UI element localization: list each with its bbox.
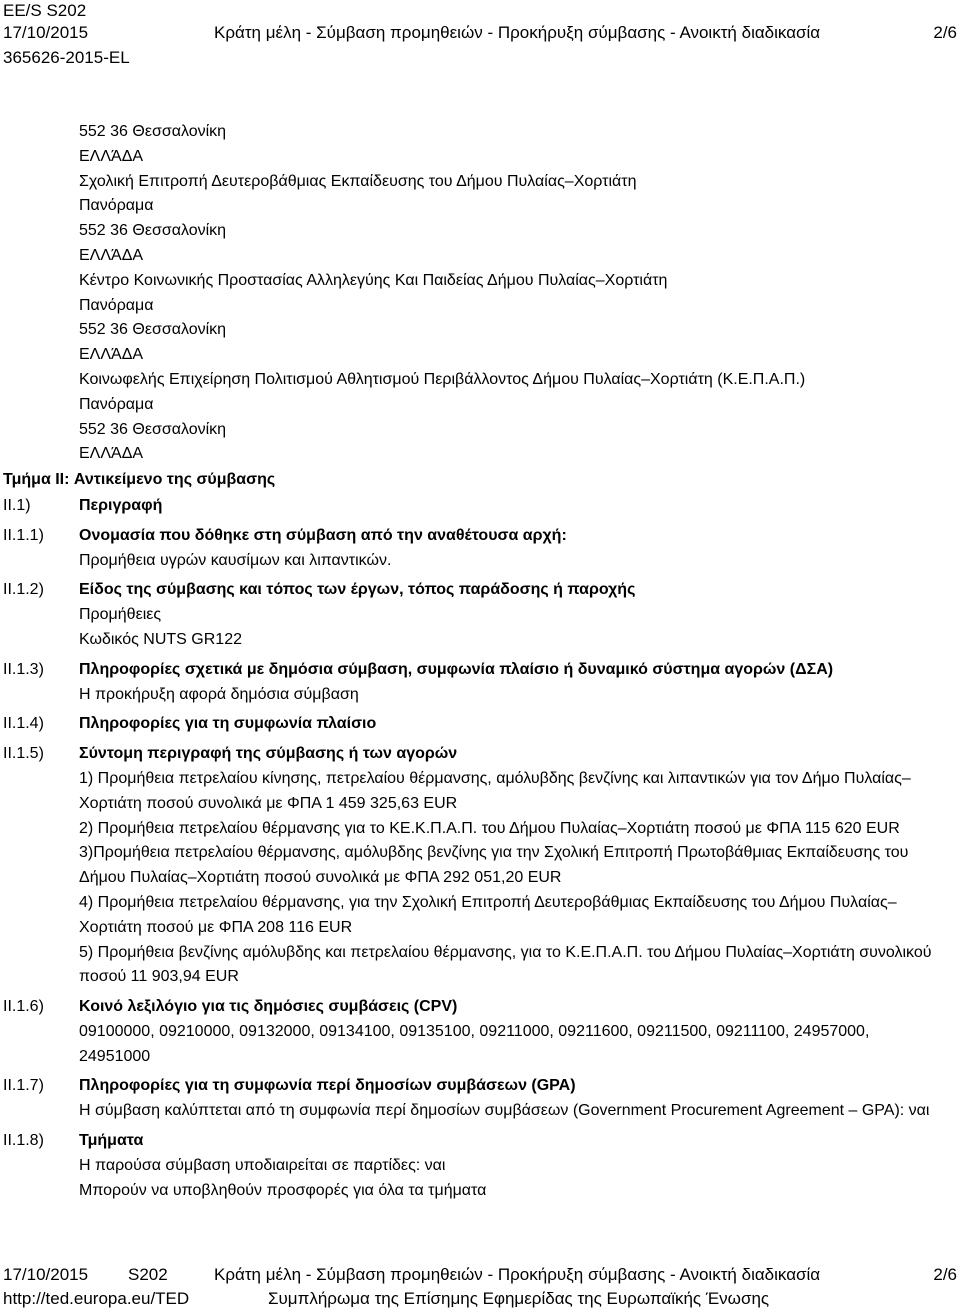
address-line: Πανόραμα <box>79 296 154 314</box>
section-body <box>79 1129 960 1203</box>
section <box>0 1074 960 1124</box>
section-body <box>79 494 960 519</box>
section-text: Προμήθεια υγρών καυσίμων και λιπαντικών. <box>79 551 392 569</box>
section-heading: Πληροφορίες για τη συμφωνία περί δημοσίων συμβάσεων (GPA) <box>79 1077 576 1095</box>
document-body <box>0 120 960 1203</box>
section-text: 09100000, 09210000, 09132000, 09134100, 09135100, 09211000, 09211600, 09211500, 09211100, 24957000, 24951000 <box>79 1022 870 1065</box>
section <box>0 742 960 990</box>
section-heading: Τμήματα <box>79 1132 144 1150</box>
address-line: 552 36 Θεσσαλονίκη <box>79 420 227 438</box>
section-text: 3)Προμήθεια πετρελαίου θέρμανσης, αμόλυβδης βενζίνης για την Σχολική Επιτροπή Πρωτοβάθμιας Εκπαίδευσης του Δήμου Πυλαίας–Χορτιάτη ποσού συνολικά με ΦΠΑ 292 051,20 EUR <box>79 844 909 887</box>
header-page-number: 2/6 <box>933 23 957 42</box>
address-line: 552 36 Θεσσαλονίκη <box>79 222 227 240</box>
section-number: II.1) <box>3 496 31 514</box>
section-text: Προμήθειες <box>79 606 162 624</box>
section-text: Η προκήρυξη αφορά δημόσια σύμβαση <box>79 685 359 703</box>
doc-code: EE/S S202 <box>3 1 87 20</box>
section-text: Μπορούν να υποβληθούν προσφορές για όλα τα τμήματα <box>79 1181 487 1199</box>
section-heading: Πληροφορίες σχετικά με δημόσια σύμβαση, συμφωνία πλαίσιο ή δυναμικό σύστημα αγορών (ΔΣΑ) <box>79 660 834 678</box>
address-line: 552 36 Θεσσαλονίκη <box>79 321 227 339</box>
section <box>0 658 960 708</box>
section-body <box>79 658 960 708</box>
footer-title: Κράτη μέλη - Σύμβαση προμηθειών - Προκήρυξη σύμβασης - Ανοικτή διαδικασία <box>214 1265 821 1284</box>
section-number: II.1.3) <box>3 660 44 678</box>
section <box>0 995 960 1069</box>
section <box>0 494 960 519</box>
section-body <box>79 524 960 574</box>
section-body <box>79 995 960 1069</box>
address-line: Πανόραμα <box>79 197 154 215</box>
section-text: 5) Προμήθεια βενζίνης αμόλυβδης και πετρελαίου θέρμανσης, για το Κ.Ε.Π.Α.Π. του Δήμου Πυλαίας–Χορτιάτη συνολικού ποσού 11 903,94 EUR <box>79 943 932 986</box>
header-date: 17/10/2015 <box>3 23 89 42</box>
part-title: Τμήμα II: Αντικείμενο της σύμβασης <box>3 471 276 489</box>
section-number: II.1.2) <box>3 581 44 599</box>
section-text: Η σύμβαση καλύπτεται από τη συμφωνία περί δημοσίων συμβάσεων (Government Procurement Agreement – GPA): ναι <box>79 1102 930 1120</box>
footer-date: 17/10/2015 <box>3 1265 89 1284</box>
footer-page-number: 2/6 <box>933 1265 957 1284</box>
section-text: 2) Προμήθεια πετρελαίου θέρμανσης για το ΚΕ.Κ.Π.Α.Π. του Δήμου Πυλαίας–Χορτιάτη ποσού με ΦΠΑ 115 620 EUR <box>79 819 900 837</box>
section-text: 4) Προμήθεια πετρελαίου θέρμανσης, για την Σχολική Επιτροπή Δευτεροβάθμιας Εκπαίδευσης του Δήμου Πυλαίας–Χορτιάτη ποσού με ΦΠΑ 208 116 EUR <box>79 893 897 936</box>
section-number: II.1.5) <box>3 745 44 763</box>
address-line: ΕΛΛΆΔΑ <box>79 346 144 364</box>
section-number: II.1.1) <box>3 526 44 544</box>
section-body <box>79 742 960 990</box>
section <box>0 578 960 652</box>
section-heading: Είδος της σύμβασης και τόπος των έργων, τόπος παράδοσης ή παροχής <box>79 581 636 599</box>
section-heading: Κοινό λεξιλόγιο για τις δημόσιες συμβάσεις (CPV) <box>79 998 458 1016</box>
section <box>0 712 960 737</box>
section-body <box>79 712 960 737</box>
section-body <box>79 1074 960 1124</box>
address-line: Σχολική Επιτροπή Δευτεροβάθμιας Εκπαίδευσης του Δήμου Πυλαίας–Χορτιάτη <box>79 172 637 190</box>
section-text: Η παρούσα σύμβαση υποδιαιρείται σε παρτίδες: ναι <box>79 1156 446 1174</box>
address-line: Πανόραμα <box>79 395 154 413</box>
section-text: Κωδικός NUTS GR122 <box>79 630 242 648</box>
section-text: 1) Προμήθεια πετρελαίου κίνησης, πετρελαίου θέρμανσης, αμόλυβδης βενζίνης και λιπαντικών για τον Δήμο Πυλαίας–Χορτιάτη ποσού συνολικά με ΦΠΑ 1 459 325,63 EUR <box>79 769 911 812</box>
section-heading: Ονομασία που δόθηκε στη σύμβαση από την αναθέτουσα αρχή: <box>79 526 567 544</box>
section-heading: Πληροφορίες για τη συμφωνία πλαίσιο <box>79 715 377 733</box>
address-line: ΕΛΛΆΔΑ <box>79 246 144 264</box>
address-line: Κέντρο Κοινωνικής Προστασίας Αλληλεγύης Και Παιδείας Δήμου Πυλαίας–Χορτιάτη <box>79 271 668 289</box>
section-number: II.1.7) <box>3 1077 44 1095</box>
footer-url: http://ted.europa.eu/TED <box>3 1289 190 1308</box>
section-number: II.1.4) <box>3 715 44 733</box>
address-block <box>0 120 960 467</box>
footer-code: S202 <box>128 1265 168 1284</box>
section-number: II.1.8) <box>3 1132 44 1150</box>
address-line: 552 36 Θεσσαλονίκη <box>79 123 227 140</box>
section-body <box>79 578 960 652</box>
section-heading: Περιγραφή <box>79 496 163 514</box>
sections-list <box>0 494 960 1204</box>
section-heading: Σύντομη περιγραφή της σύμβασης ή των αγορών <box>79 745 458 763</box>
footer-subtitle: Συμπλήρωμα της Επίσημης Εφημερίδας της Ευρωπαϊκής Ένωσης <box>268 1289 770 1308</box>
address-line: Κοινωφελής Επιχείρηση Πολιτισμού Αθλητισμού Περιβάλλοντος Δήμου Πυλαίας–Χορτιάτη (Κ.Ε.Π.Α.Π.) <box>79 370 806 388</box>
header-title: Κράτη μέλη - Σύμβαση προμηθειών - Προκήρυξη σύμβασης - Ανοικτή διαδικασία <box>214 23 821 42</box>
address-line: ΕΛΛΆΔΑ <box>79 445 144 463</box>
address-line: ΕΛΛΆΔΑ <box>79 147 144 165</box>
section <box>0 1129 960 1203</box>
section <box>0 524 960 574</box>
section-number: II.1.6) <box>3 998 44 1016</box>
notice-id: 365626-2015-EL <box>3 48 130 67</box>
